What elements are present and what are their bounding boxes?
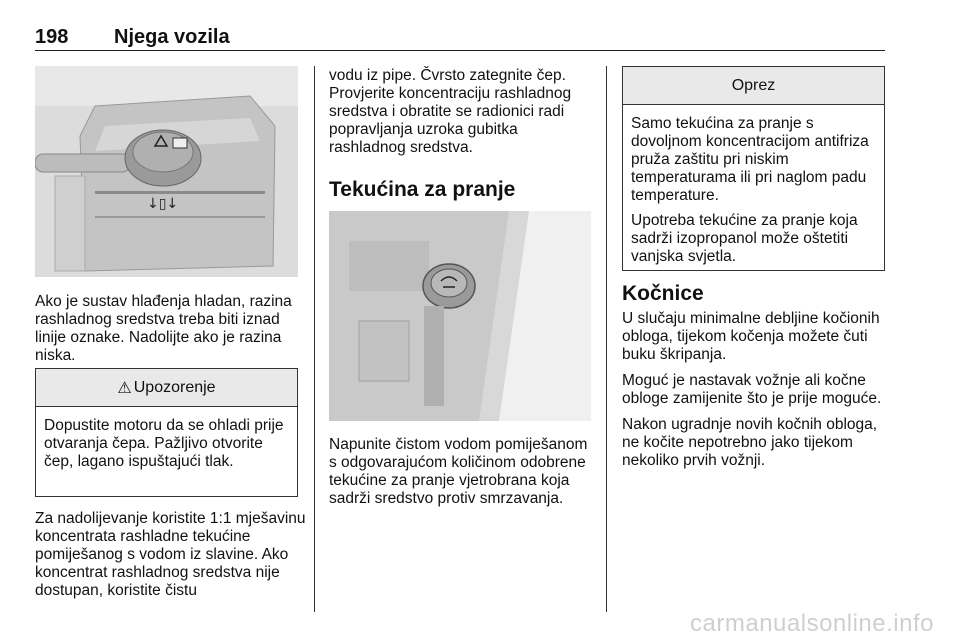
warning-box [35,368,298,497]
mixture-paragraph: Za nadolijevanje koristite 1:1 mješavinu koncentrata rashladne tekućine pomiješanog s vodom iz slavine. Ako koncentrat rashladnog sredstva nije dostupan, koristite čistu [35,510,306,599]
column-1-text-2 [35,510,310,608]
caution-box-body [623,105,884,281]
warning-box-title [36,369,297,407]
washer-reservoir-figure [329,211,591,421]
column-divider-1 [314,66,315,612]
fill-paragraph: Napunite čistom vodom pomiješanom s odgovarajućom količinom odobrene tekućine za pranje vjetrobrana koja sadrži sredstvo protiv smrzavanja. [329,436,588,507]
svg-text:↓▯↓: ↓▯↓ [147,196,179,212]
caution-text-1: Samo tekućina za pranje s dovoljnom koncentracijom antifriza pruža zaštitu pri niskim temperaturama ili pri naglom padu temperature. [631,115,869,204]
coolant-reservoir-figure [35,66,298,277]
column-2-text-2 [329,436,594,516]
chapter-title: Njega vozila [114,26,230,48]
warning-triangle-icon: ⚠ [117,379,132,397]
warning-box-body [36,407,297,486]
caution-title: Oprez [731,76,776,94]
page-header [35,22,885,52]
coolant-reservoir-illustration-icon [35,66,298,277]
brakes-paragraph-2: Moguć je nastavak vožnje ali kočne obloge zamijenite što je prije moguće. [622,372,882,407]
watermark: carmanualsonline.info [690,610,934,637]
caution-text-2: Upotreba tekućine za pranje koja sadrži izopropanol može oštetiti vanjska svjetla. [631,212,858,265]
brakes-section [622,282,890,478]
caution-box [622,66,885,271]
brakes-paragraph-3: Nakon ugradnje novih kočnih obloga, ne kočite nepotrebno jako tijekom nekoliko prvih vožnji. [622,416,878,469]
header-rule [35,50,885,51]
brakes-paragraph-1: U slučaju minimalne debljine kočionih obloga, tijekom kočenja možete čuti buku škripanja. [622,310,880,363]
coolant-level-paragraph: Ako je sustav hlađenja hladan, razina rashladnog sredstva treba biti iznad linije oznake. Nadolijte ako je razina niska. [35,293,292,364]
column-1-text [35,293,303,373]
column-2-text [329,67,594,165]
caution-box-title [623,67,884,105]
warning-text: Dopustite motoru da se ohladi prije otvaranja čepa. Pažljivo otvorite čep, lagano ispuštajući tlak. [44,417,284,470]
column-divider-2 [606,66,607,612]
water-paragraph: vodu iz pipe. Čvrsto zategnite čep. Provjerite koncentraciju rashladnog sredstva i obratite se radionici radi popravljanja uzroka gubitka rashladnog sredstva. [329,67,572,156]
washer-fluid-reservoir-illustration-icon [329,211,591,421]
brakes-heading: Kočnice [622,282,704,305]
page-number: 198 [35,26,69,48]
warning-title: Upozorenje [133,378,216,396]
washer-fluid-heading: Tekućina za pranje [329,178,516,201]
